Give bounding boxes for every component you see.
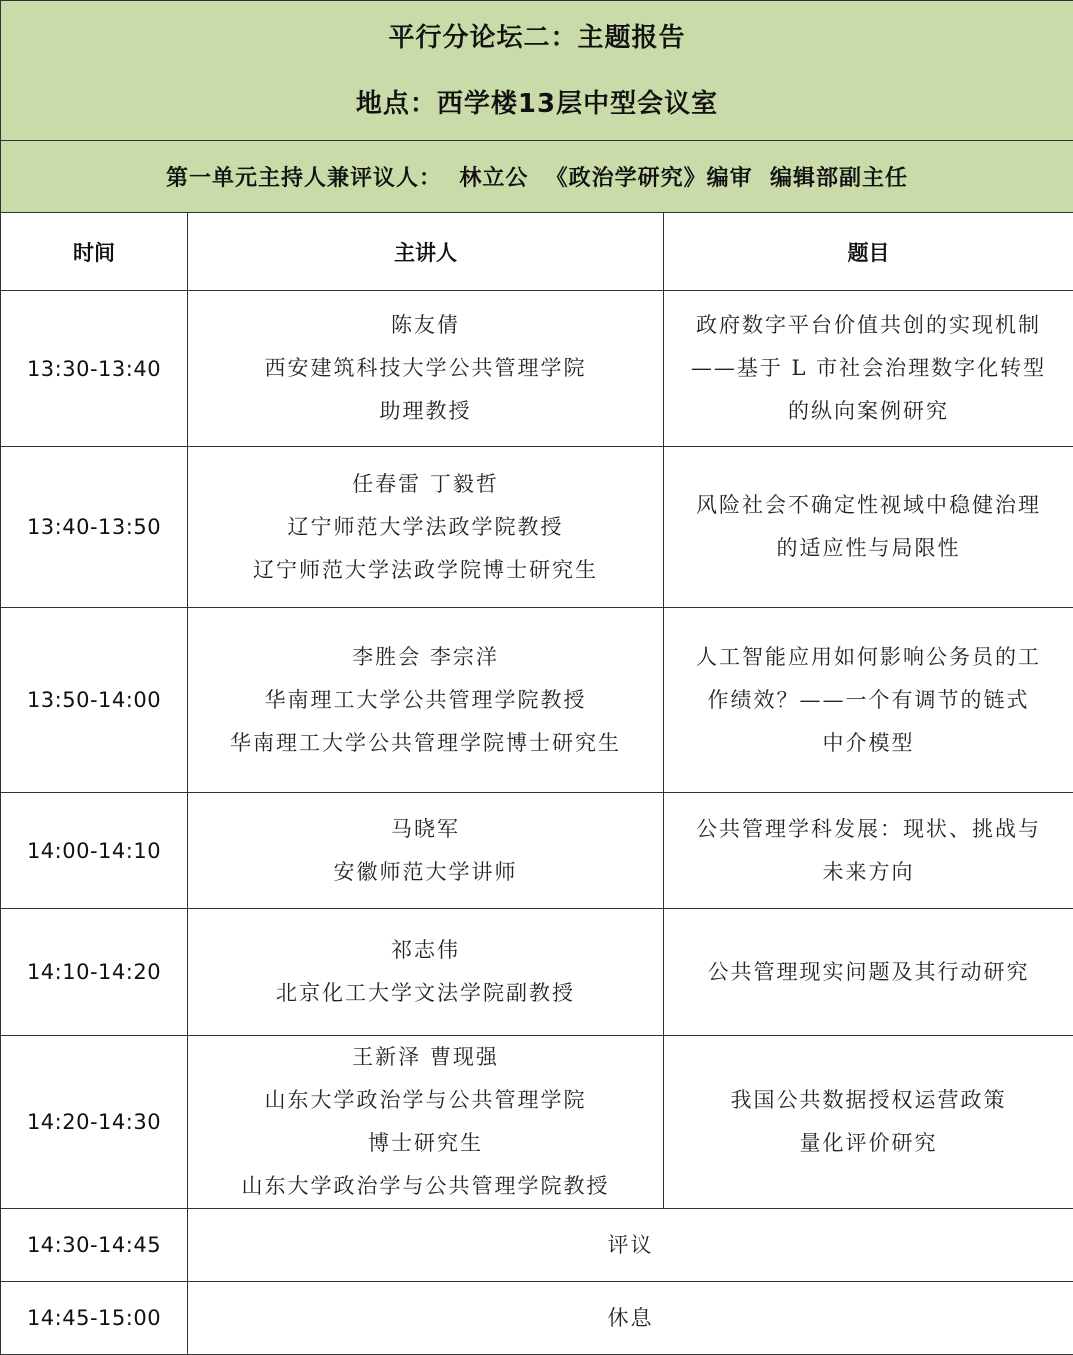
speaker-line: 华南理工大学公共管理学院博士研究生 <box>230 730 621 755</box>
topic-line: 量化评价研究 <box>799 1131 938 1155</box>
topic-line: 风险社会不确定性视域中稳健治理 <box>696 493 1041 517</box>
speaker-line: 博士研究生 <box>368 1131 483 1155</box>
speaker-line: 安徽师范大学讲师 <box>333 859 518 884</box>
break-row <box>1 1282 1073 1355</box>
topic-cell <box>664 909 1073 1036</box>
break-row <box>1 1209 1073 1282</box>
topic-line: 公共管理现实问题及其行动研究 <box>707 959 1030 984</box>
topic-line: 的适应性与局限性 <box>776 536 961 560</box>
column-header-time: 时间 <box>1 213 188 291</box>
time-slot: 14:20-14:30 <box>1 1036 188 1209</box>
topic-cell <box>664 447 1073 608</box>
speaker-line: 王新泽 曹现强 <box>352 1045 499 1069</box>
speaker-cell <box>188 793 664 909</box>
column-header-row <box>1 213 1073 291</box>
host-row <box>1 141 1073 213</box>
break-label: 休息 <box>188 1282 1073 1355</box>
header-row <box>1 1 1073 141</box>
speaker-line: 任春雷 丁毅哲 <box>352 471 499 496</box>
speaker-cell <box>188 608 664 793</box>
column-header-speaker: 主讲人 <box>188 213 664 291</box>
speaker-line: 华南理工大学公共管理学院教授 <box>264 687 587 712</box>
host-info: 第一单元主持人兼评议人： 林立公 《政治学研究》编审 编辑部副主任 <box>1 141 1073 213</box>
break-label: 评议 <box>188 1209 1073 1282</box>
time-slot: 14:10-14:20 <box>1 909 188 1036</box>
speaker-line: 山东大学政治学与公共管理学院教授 <box>241 1174 610 1198</box>
table-row <box>1 909 1073 1036</box>
time-slot: 13:50-14:00 <box>1 608 188 793</box>
speaker-line: 助理教授 <box>379 399 472 423</box>
table-row <box>1 291 1073 447</box>
table-row <box>1 1036 1073 1209</box>
time-slot: 13:30-13:40 <box>1 291 188 447</box>
speaker-cell <box>188 291 664 447</box>
topic-line: 的纵向案例研究 <box>788 399 949 423</box>
speaker-line: 北京化工大学文法学院副教授 <box>276 981 575 1005</box>
topic-cell <box>664 291 1073 447</box>
table-row <box>1 793 1073 909</box>
time-slot: 14:00-14:10 <box>1 793 188 909</box>
forum-title: 平行分论坛二：主题报告 <box>388 22 686 53</box>
time-slot: 14:30-14:45 <box>1 1209 188 1282</box>
topic-line: 我国公共数据授权运营政策 <box>730 1088 1007 1112</box>
column-header-topic: 题目 <box>664 213 1073 291</box>
topic-line: 作绩效？——一个有调节的链式 <box>707 687 1030 712</box>
speaker-line: 山东大学政治学与公共管理学院 <box>264 1088 587 1112</box>
speaker-line: 李胜会 李宗洋 <box>352 644 499 669</box>
topic-line: 公共管理学科发展：现状、挑战与 <box>696 816 1041 841</box>
table-row <box>1 608 1073 793</box>
topic-line: 政府数字平台价值共创的实现机制 <box>696 313 1041 337</box>
topic-line: 人工智能应用如何影响公务员的工 <box>696 644 1041 669</box>
topic-cell <box>664 793 1073 909</box>
speaker-line: 陈友倩 <box>391 313 460 337</box>
speaker-cell <box>188 1036 664 1209</box>
topic-cell <box>664 1036 1073 1209</box>
header-cell <box>1 1 1073 141</box>
topic-line: ——基于 L 市社会治理数字化转型 <box>690 356 1047 380</box>
topic-cell <box>664 608 1073 793</box>
topic-line: 中介模型 <box>822 730 915 755</box>
time-slot: 14:45-15:00 <box>1 1282 188 1355</box>
speaker-line: 辽宁师范大学法政学院博士研究生 <box>253 557 598 582</box>
speaker-line: 西安建筑科技大学公共管理学院 <box>264 356 587 380</box>
table-row <box>1 447 1073 608</box>
speaker-line: 祁志伟 <box>391 938 460 962</box>
speaker-cell <box>188 447 664 608</box>
time-slot: 13:40-13:50 <box>1 447 188 608</box>
topic-line: 未来方向 <box>822 859 915 884</box>
speaker-line: 马晓军 <box>391 816 460 841</box>
forum-location: 地点：西学楼13层中型会议室 <box>355 88 719 119</box>
speaker-cell <box>188 909 664 1036</box>
speaker-line: 辽宁师范大学法政学院教授 <box>287 514 564 539</box>
